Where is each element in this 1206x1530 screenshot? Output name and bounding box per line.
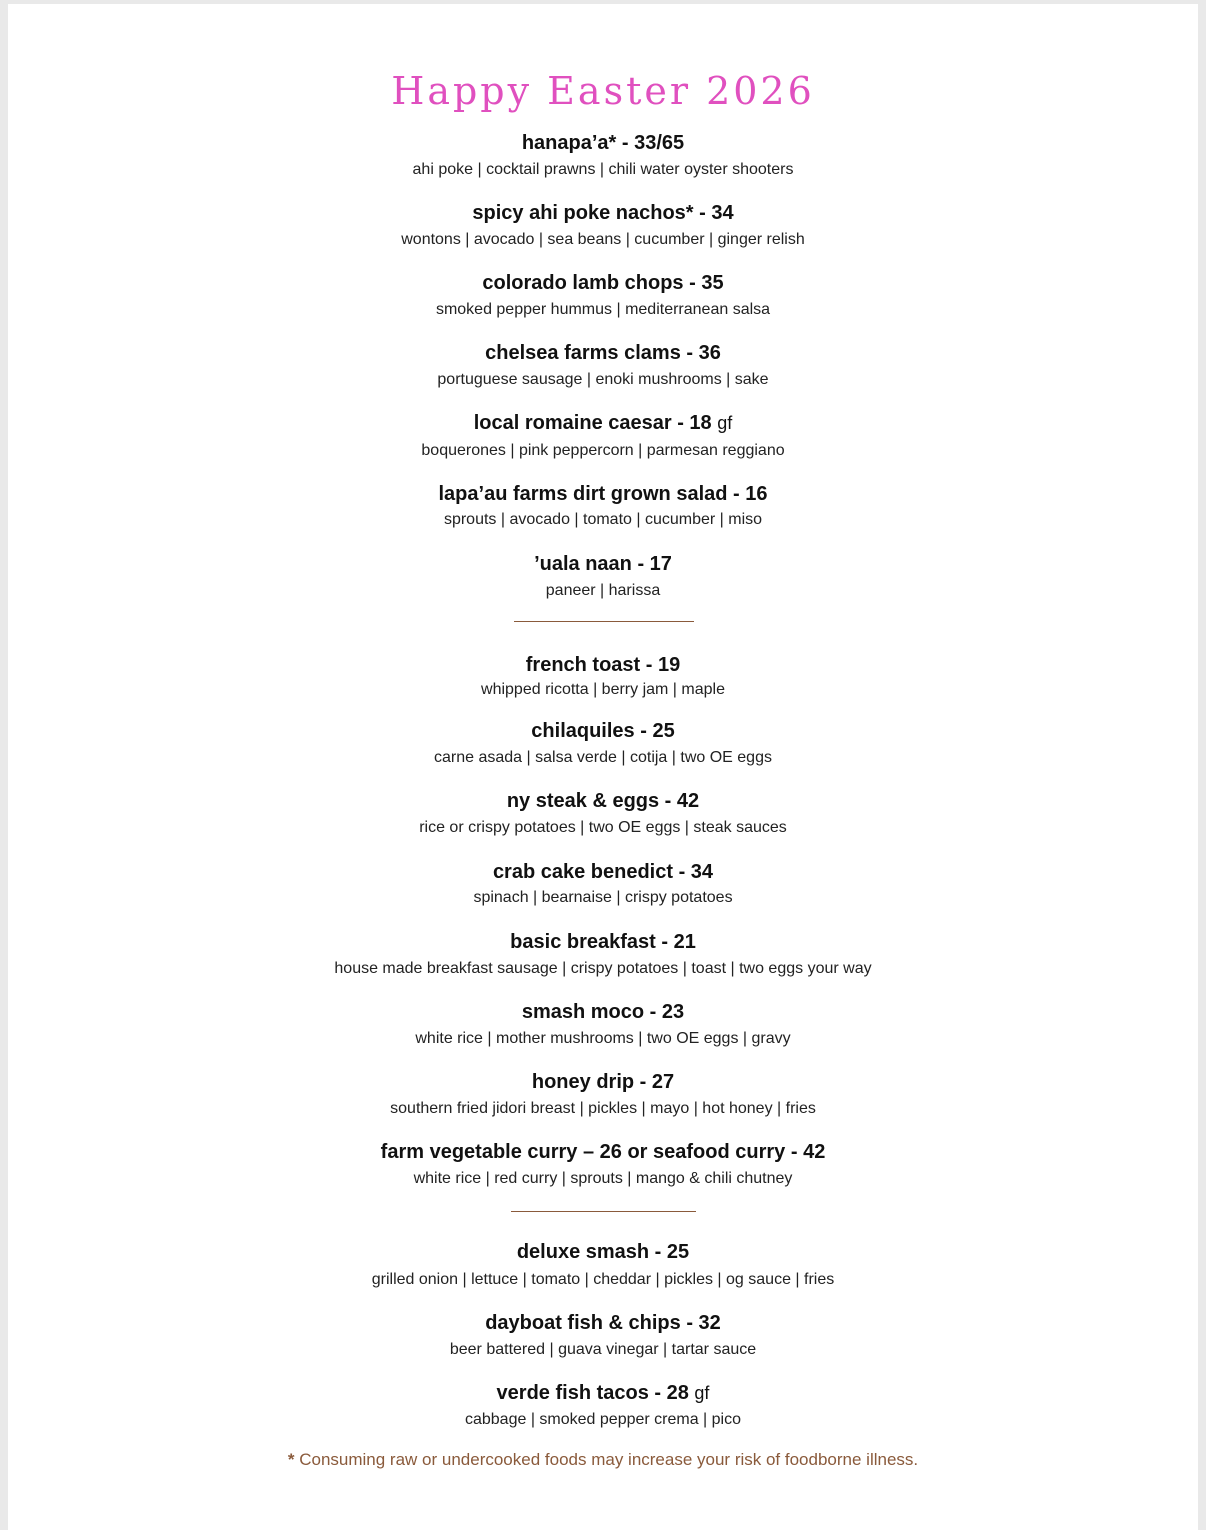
menu-item-name: spicy ahi poke nachos* - 34 [472, 202, 734, 224]
menu-item-name: french toast - 19 [525, 654, 681, 676]
menu-item-name: ’uala naan - 17 [534, 553, 672, 575]
section-divider [511, 1211, 696, 1212]
menu-item-description: sprouts | avocado | tomato | cucumber | miso [443, 511, 763, 528]
menu-item-description: paneer | harissa [545, 582, 661, 599]
section-divider [514, 621, 694, 622]
menu-item-name: lapa’au farms dirt grown salad - 16 [438, 483, 768, 505]
menu-item-description: smoked pepper hummus | mediterranean salsa [435, 301, 771, 318]
menu-item-description: white rice | mother mushrooms | two OE eggs | gravy [415, 1030, 791, 1047]
menu-item-description: whipped ricotta | berry jam | maple [481, 681, 725, 698]
menu-item-description: southern fried jidori breast | pickles | mayo | hot honey | fries [390, 1100, 816, 1117]
menu-item-name: farm vegetable curry – 26 or seafood curry - 42 [380, 1141, 826, 1163]
menu-item-description: house made breakfast sausage | crispy potatoes | toast | two eggs your way [334, 960, 872, 977]
raw-food-disclaimer [8, 1448, 1198, 1472]
menu-item-name: honey drip - 27 [531, 1071, 675, 1093]
menu-item-name: chilaquiles - 25 [531, 720, 675, 742]
disclaimer-text: Consuming raw or undercooked foods may increase your risk of foodborne illness. [294, 1450, 919, 1469]
menu-item-name: verde fish tacos - 28 gf [496, 1382, 710, 1404]
menu-item-description: cabbage | smoked pepper crema | pico [464, 1411, 742, 1428]
menu-title: Happy Easter 2026 [391, 69, 815, 113]
menu-item-description: spinach | bearnaise | crispy potatoes [473, 889, 733, 906]
menu-item-description: white rice | red curry | sprouts | mango & chili chutney [413, 1170, 793, 1187]
menu-item-name: basic breakfast - 21 [510, 931, 696, 953]
menu-page [8, 4, 1198, 1530]
menu-item-description: beer battered | guava vinegar | tartar sauce [449, 1341, 757, 1358]
menu-item-name: crab cake benedict - 34 [492, 861, 714, 883]
disclaimer-asterisk: * [287, 1450, 295, 1469]
menu-item-name: hanapa’a* - 33/65 [521, 132, 685, 154]
menu-item-description: rice or crispy potatoes | two OE eggs | steak sauces [419, 819, 787, 836]
menu-item-description: portuguese sausage | enoki mushrooms | sake [437, 371, 769, 388]
menu-item-description: carne asada | salsa verde | cotija | two OE eggs [434, 749, 772, 766]
menu-item-name: chelsea farms clams - 36 [485, 342, 721, 364]
gluten-free-tag: gf [717, 413, 733, 433]
menu-item-name: smash moco - 23 [521, 1001, 685, 1023]
menu-item-description: boquerones | pink peppercorn | parmesan reggiano [421, 442, 785, 459]
menu-item-name: deluxe smash - 25 [516, 1241, 690, 1263]
menu-item-name: local romaine caesar - 18 gf [473, 412, 733, 434]
gluten-free-tag: gf [694, 1383, 710, 1403]
menu-item-name: ny steak & eggs - 42 [506, 790, 700, 812]
menu-item-description: wontons | avocado | sea beans | cucumber | ginger relish [401, 231, 805, 248]
menu-item-description: grilled onion | lettuce | tomato | cheddar | pickles | og sauce | fries [371, 1271, 835, 1288]
menu-item-description: ahi poke | cocktail prawns | chili water oyster shooters [412, 161, 794, 178]
menu-item-name: colorado lamb chops - 35 [482, 272, 724, 294]
menu-item-name: dayboat fish & chips - 32 [485, 1312, 721, 1334]
